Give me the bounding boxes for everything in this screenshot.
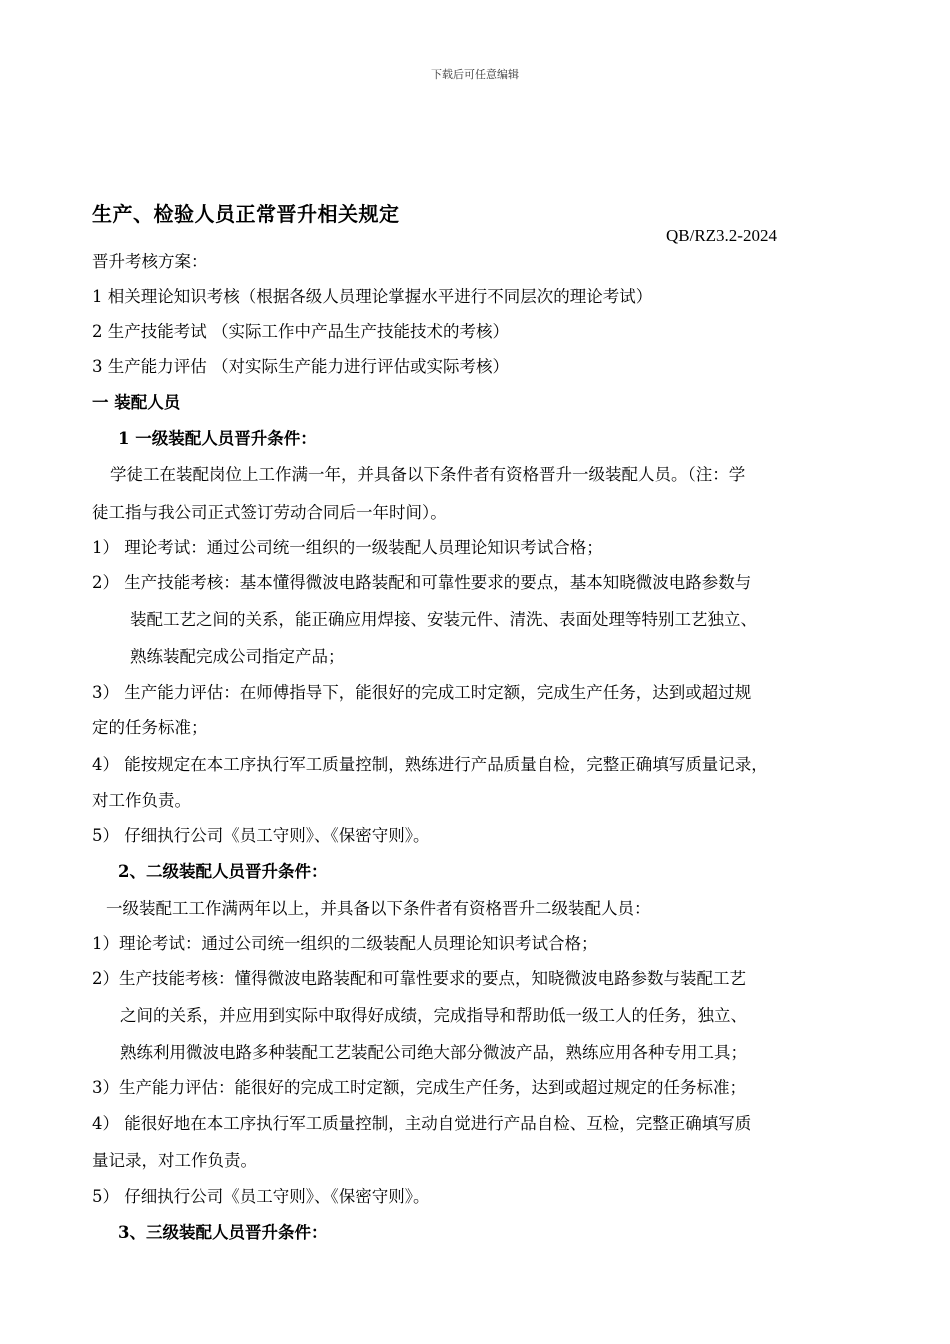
level1-item-4-line1: 4） 能按规定在本工序执行军工质量控制，熟练进行产品质量自检，完整正确填写质量记录，	[92, 755, 768, 774]
level2-item-1: 1）理论考试：通过公司统一组织的二级装配人员理论知识考试合格；	[92, 934, 598, 953]
level1-item-3-line2: 定的任务标准；	[92, 718, 208, 737]
level2-item-4-line2: 量记录，对工作负责。	[92, 1151, 257, 1170]
level3-heading: 3、三级装配人员晋升条件：	[118, 1223, 328, 1242]
level2-item-4-line1: 4） 能很好地在本工序执行军工质量控制，主动自觉进行产品自检、互检，完整正确填写质	[92, 1114, 752, 1133]
level2-item-2-line3: 熟练利用微波电路多种装配工艺装配公司绝大部分微波产品，熟练应用各种专用工具；	[120, 1043, 747, 1062]
level1-item-3-line1: 3） 生产能力评估：在师傅指导下，能很好的完成工时定额，完成生产任务，达到或超过规	[92, 683, 752, 702]
level2-intro: 一级装配工工作满两年以上，并具备以下条件者有资格晋升二级装配人员：	[106, 899, 651, 918]
level2-item-5: 5） 仔细执行公司《员工守则》、《保密守则》。	[92, 1187, 430, 1206]
level2-item-2-line2: 之间的关系，并应用到实际中取得好成绩，完成指导和帮助低一级工人的任务，独立、	[120, 1006, 747, 1025]
level2-item-3: 3）生产能力评估：能很好的完成工时定额，完成生产任务，达到或超过规定的任务标准；	[92, 1078, 746, 1097]
level1-item-2-line2: 装配工艺之间的关系，能正确应用焊接、安装元件、清洗、表面处理等特别工艺独立、	[130, 610, 757, 629]
level1-item-4-line2: 对工作负责。	[92, 791, 191, 810]
plan-item-1: 1 相关理论知识考核（根据各级人员理论掌握水平进行不同层次的理论考试）	[92, 287, 653, 306]
level1-intro-line2: 徒工指与我公司正式签订劳动合同后一年时间）。	[92, 503, 447, 522]
level2-item-2-line1: 2）生产技能考核：懂得微波电路装配和可靠性要求的要点，知晓微波电路参数与装配工艺	[92, 969, 746, 988]
section-heading-assembly: 一 装配人员	[92, 393, 181, 412]
plan-item-3: 3 生产能力评估 （对实际生产能力进行评估或实际考核）	[92, 357, 509, 376]
level1-item-2-line3: 熟练装配完成公司指定产品；	[130, 647, 345, 666]
level1-intro-line1: 学徒工在装配岗位上工作满一年，并具备以下条件者有资格晋升一级装配人员。（注：学	[110, 465, 746, 484]
level1-item-5: 5） 仔细执行公司《员工守则》、《保密守则》。	[92, 826, 430, 845]
document-code: QB/RZ3.2-2024	[666, 226, 777, 245]
header-note: 下载后可任意编辑	[431, 68, 519, 81]
plan-item-2: 2 生产技能考试 （实际工作中产品生产技能技术的考核）	[92, 322, 509, 341]
level1-item-1: 1） 理论考试：通过公司统一组织的一级装配人员理论知识考试合格；	[92, 538, 603, 557]
document-title: 生产、检验人员正常晋升相关规定	[92, 202, 400, 226]
level2-heading: 2、二级装配人员晋升条件：	[118, 862, 328, 881]
level1-heading: 1 一级装配人员晋升条件：	[118, 429, 317, 448]
plan-heading: 晋升考核方案：	[92, 252, 208, 271]
level1-item-2-line1: 2） 生产技能考核：基本懂得微波电路装配和可靠性要求的要点，基本知晓微波电路参数与	[92, 573, 752, 592]
